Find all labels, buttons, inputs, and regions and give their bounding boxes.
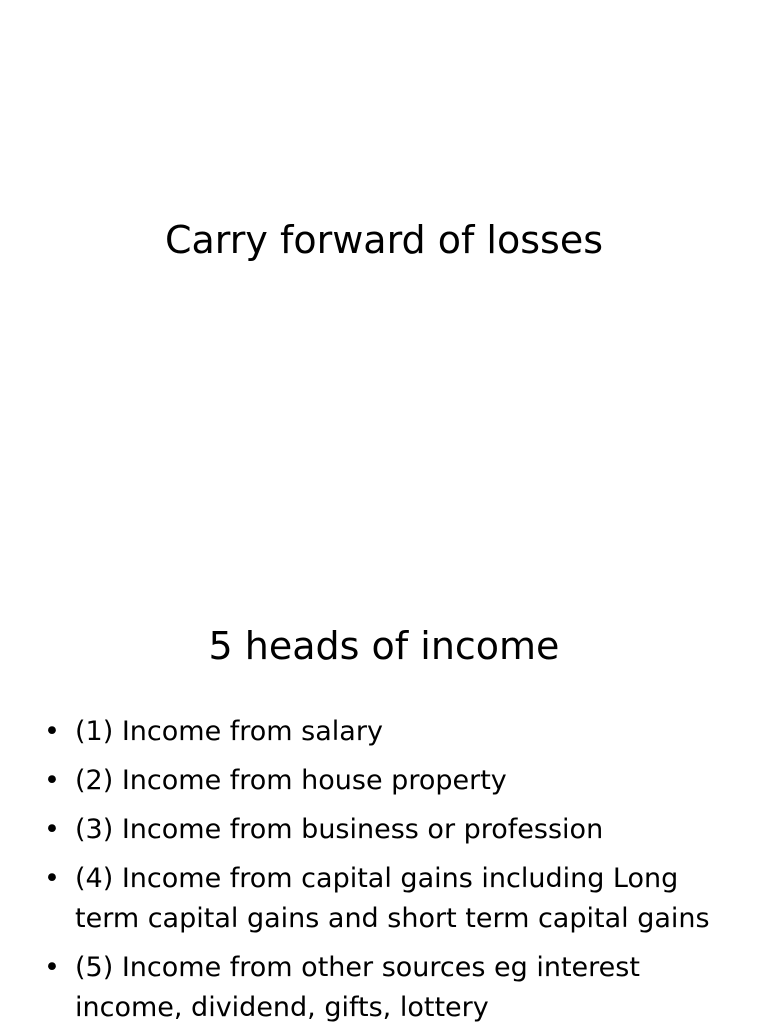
income-heads-list	[44, 712, 744, 1024]
list-item-text: (3) Income from business or profession	[75, 814, 604, 845]
bullet-icon: •	[44, 952, 60, 983]
list-item	[44, 948, 744, 1024]
list-item-text: (5) Income from other sources eg interest income, dividend, gifts, lottery	[75, 952, 640, 1023]
bullet-icon: •	[44, 716, 60, 747]
bullet-icon: •	[44, 863, 60, 894]
list-item	[44, 761, 744, 801]
list-item	[44, 810, 744, 850]
bullet-icon: •	[44, 814, 60, 845]
list-item-text: (2) Income from house property	[75, 765, 507, 796]
slide-title-heads-of-income: 5 heads of income	[208, 624, 560, 668]
list-item-text: (1) Income from salary	[75, 716, 383, 747]
list-item	[44, 712, 744, 752]
bullet-icon: •	[44, 765, 60, 796]
slide-title-carry-forward: Carry forward of losses	[164, 218, 604, 262]
list-item-text: (4) Income from capital gains including Long term capital gains and short term capital gains	[75, 863, 710, 934]
list-item	[44, 859, 744, 939]
